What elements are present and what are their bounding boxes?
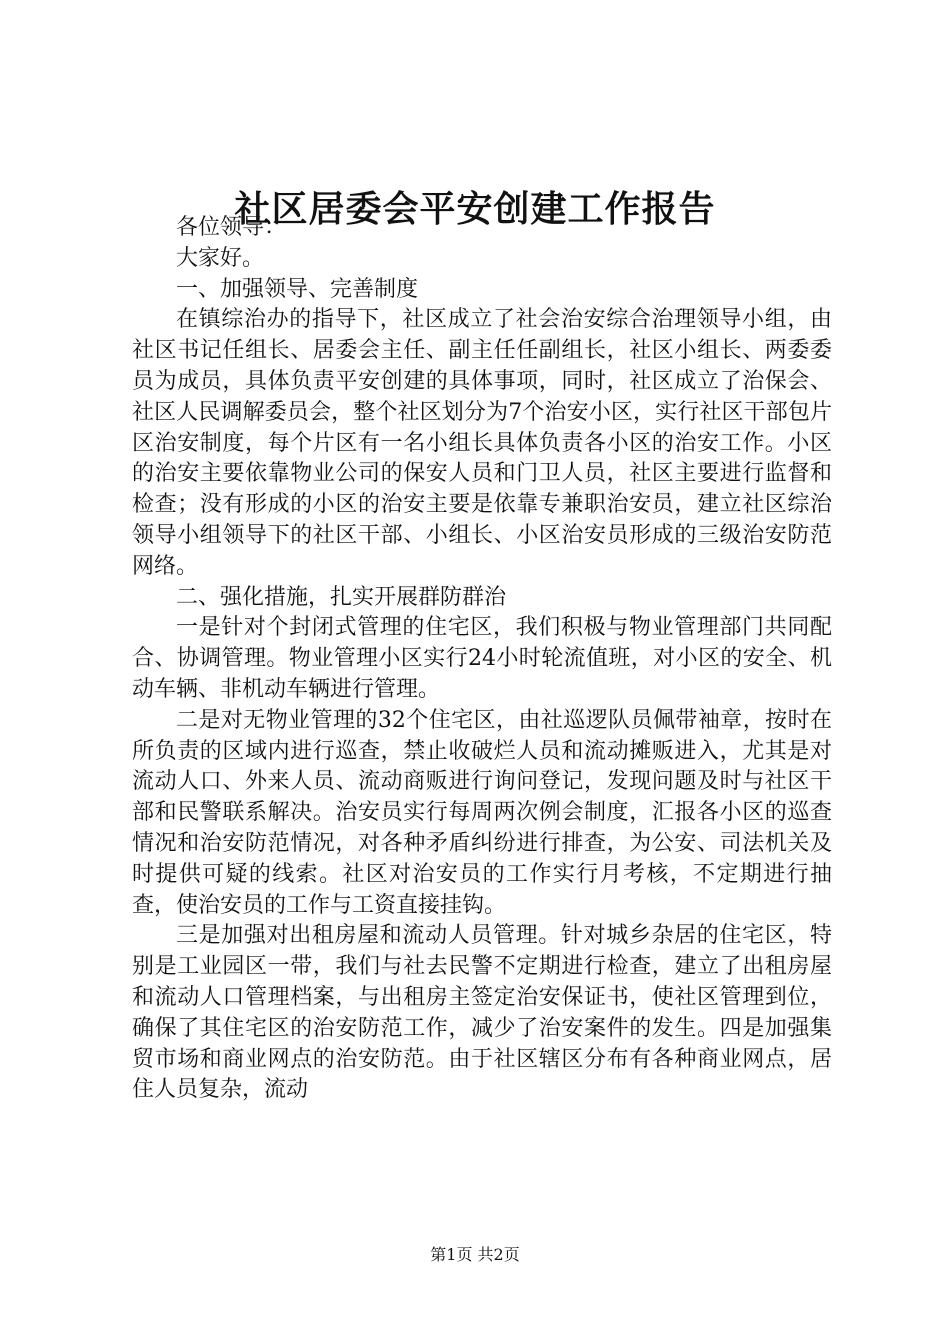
page-title: 社区居委会平安创建工作报告	[234, 188, 716, 230]
salutation: 各位领导：	[176, 215, 287, 240]
greeting: 大家好。	[176, 245, 265, 271]
body-paragraph: 三是加强对出租房屋和流动人员管理。针对城乡杂居的住宅区，特别是工业园区一带，我们与社去民警不定期进行检查，建立了出租房屋和流动人口管理档案，与出租房主签定治安保证书，使社区管理到位，确保了其住宅区的治安防范工作，减少了治安案件的发生。四是加强集贸市场和商业网点的治安防范。由于社区辖区分布有各种商业网点，居住人员复杂，流动	[132, 923, 832, 1103]
body-paragraph: 一是针对个封闭式管理的住宅区，我们积极与物业管理部门共同配合、协调管理。物业管理小区实行24小时轮流值班，对小区的安全、机动车辆、非机动车辆进行管理。	[132, 615, 832, 702]
page-number: 第1页 共2页	[430, 1245, 520, 1264]
body-paragraph: 在镇综治办的指导下，社区成立了社会治安综合治理领导小组，由社区书记任组长、居委会主任、副主任任副组长，社区小组长、两委委员为成员，具体负责平安创建的具体事项，同时，社区成立了治保会、社区人民调解委员会，整个社区划分为7个治安小区，实行社区干部包片区治安制度，每个片区有一名小组长具体负责各小区的治安工作。小区的治安主要依靠物业公司的保安人员和门卫人员，社区主要进行监督和检查；没有形成的小区的治安主要是依靠专兼职治安员，建立社区综治领导小组领导下的社区干部、小组长、小区治安员形成的三级治安防范网络。	[132, 307, 832, 579]
section-heading-2: 二、强化措施，扎实开展群防群治	[176, 584, 507, 610]
section-heading-1: 一、加强领导、完善制度	[176, 276, 419, 302]
body-paragraph: 二是对无物业管理的32个住宅区，由社巡逻队员佩带袖章，按时在所负责的区域内进行巡查，禁止收破烂人员和流动摊贩进入，尤其是对流动人口、外来人员、流动商贩进行询问登记，发现问题及时与社区干部和民警联系解决。治安员实行每周两次例会制度，汇报各小区的巡查情况和治安防范情况，对各种矛盾纠纷进行排查，为公安、司法机关及时提供可疑的线索。社区对治安员的工作实行月考核，不定期进行抽查，使治安员的工作与工资直接挂钩。	[132, 707, 832, 918]
document-body	[132, 213, 832, 1106]
